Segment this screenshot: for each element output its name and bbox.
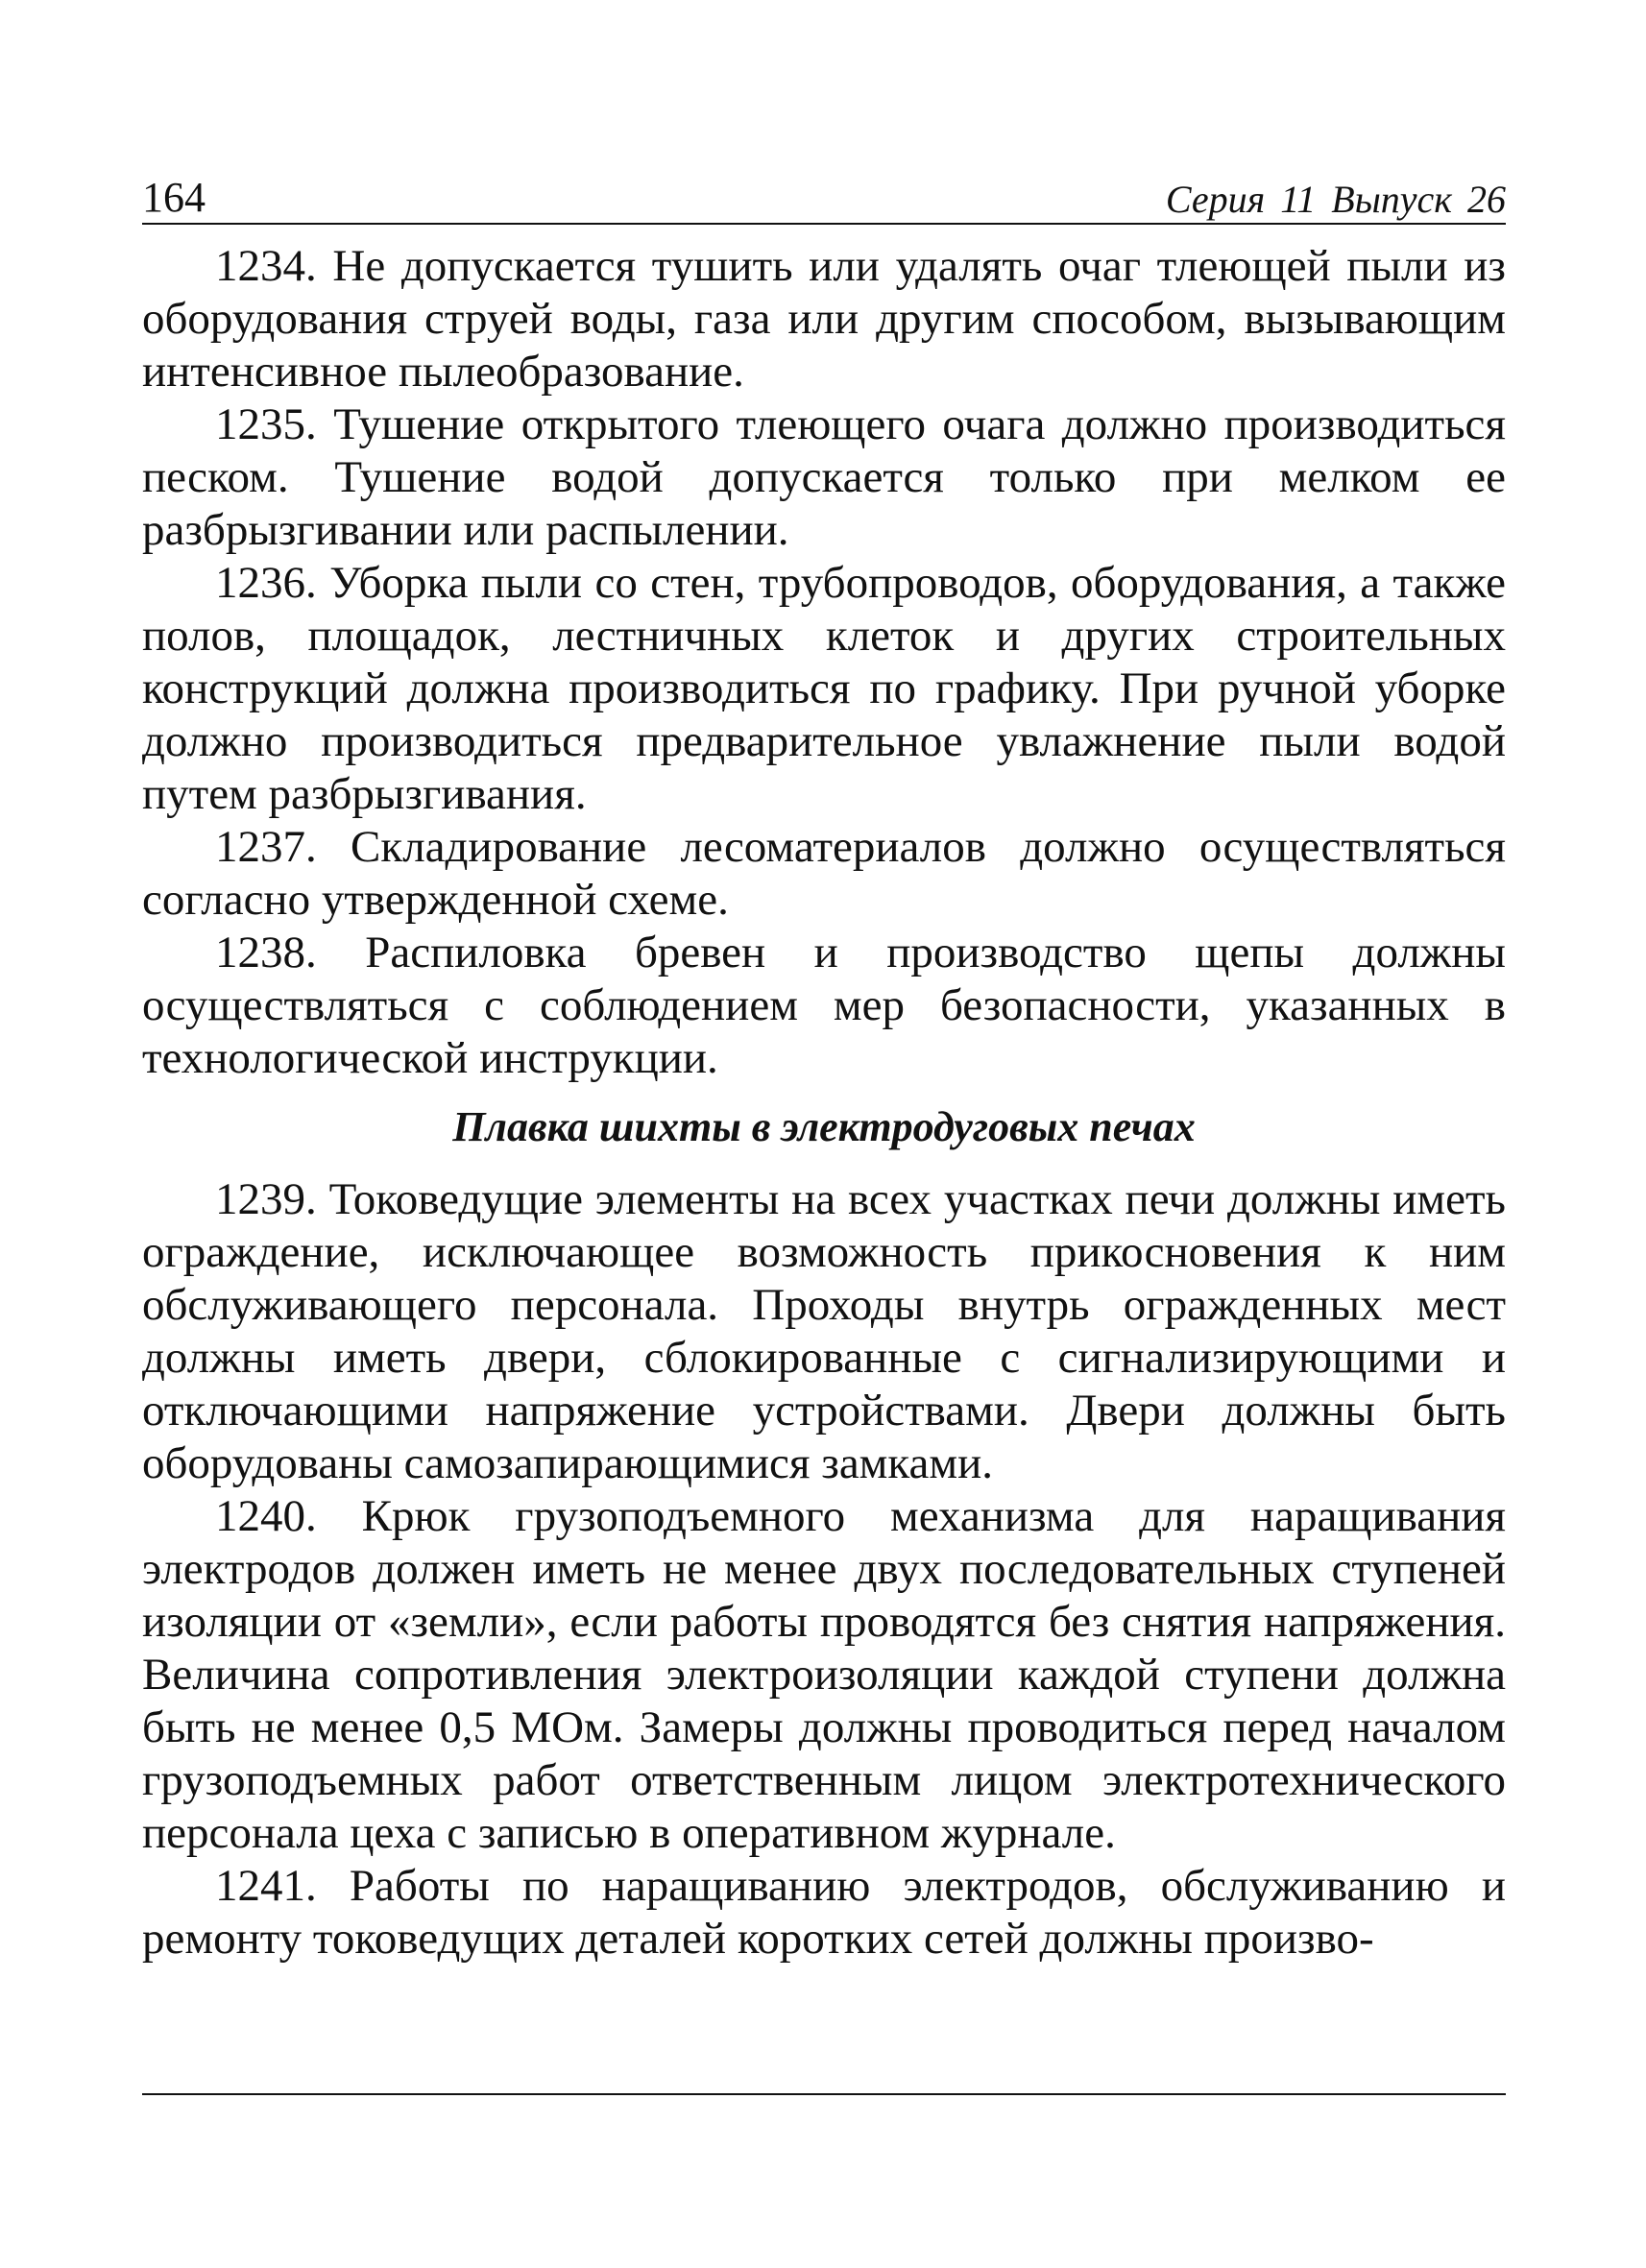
paragraph-1235: 1235. Тушение открытого тлеющего очага должно производиться песком. Тушение водой допускается только при мелком ее разбрызгивании или распылении. [142, 399, 1506, 555]
page-header [142, 165, 1506, 225]
page-number: 164 [142, 174, 206, 221]
running-head: Серия 11 Выпуск 26 [1165, 178, 1506, 221]
paragraph-1236: 1236. Уборка пыли со стен, трубопроводов, оборудования, а также полов, площадок, лестничных клеток и других строительных конструкций должна производиться по графику. При ручной уборке должно производиться предварительное увлажнение пыли водой путем разбрызгивания. [142, 558, 1506, 819]
footer-rule [142, 2093, 1506, 2095]
paragraph-1238: 1238. Распиловка бревен и производство щепы должны осуществляться с соблюдением мер безопасности, указанных в технологической инструкции. [142, 928, 1506, 1083]
body-text [142, 240, 1506, 1966]
paragraph-1237: 1237. Складирование лесоматериалов должно осуществляться согласно утвержденной схеме. [142, 822, 1506, 925]
section-heading: Плавка шихты в электродуговых печах [452, 1103, 1196, 1150]
paragraph-1234: 1234. Не допускается тушить или удалять очаг тлеющей пыли из оборудования струей воды, газа или другим способом, вызывающим интенсивное пылеобразование. [142, 241, 1506, 397]
paragraph-1241: 1241. Работы по наращиванию электродов, обслуживанию и ремонту токоведущих деталей коротких сетей должны произво- [142, 1861, 1506, 1964]
paragraph-1240: 1240. Крюк грузоподъемного механизма для наращивания электродов должен иметь не менее двух последовательных ступеней изоляции от «земли», если работы проводятся без снятия напряжения. Величина сопротивления электроизоляции каждой ступени должна быть не менее 0,5 МОм. Замеры должны проводиться перед началом грузоподъемных работ ответственным лицом электротехнического персонала цеха с записью в оперативном журнале. [142, 1491, 1506, 1858]
paragraph-1239: 1239. Токоведущие элементы на всех участках печи должны иметь ограждение, исключающее возможность прикосновения к ним обслуживающего персонала. Проходы внутрь огражденных мест должны иметь двери, сблокированные с сигнализирующими и отключающими напряжение устройствами. Двери должны быть оборудованы самозапирающимися замками. [142, 1174, 1506, 1488]
